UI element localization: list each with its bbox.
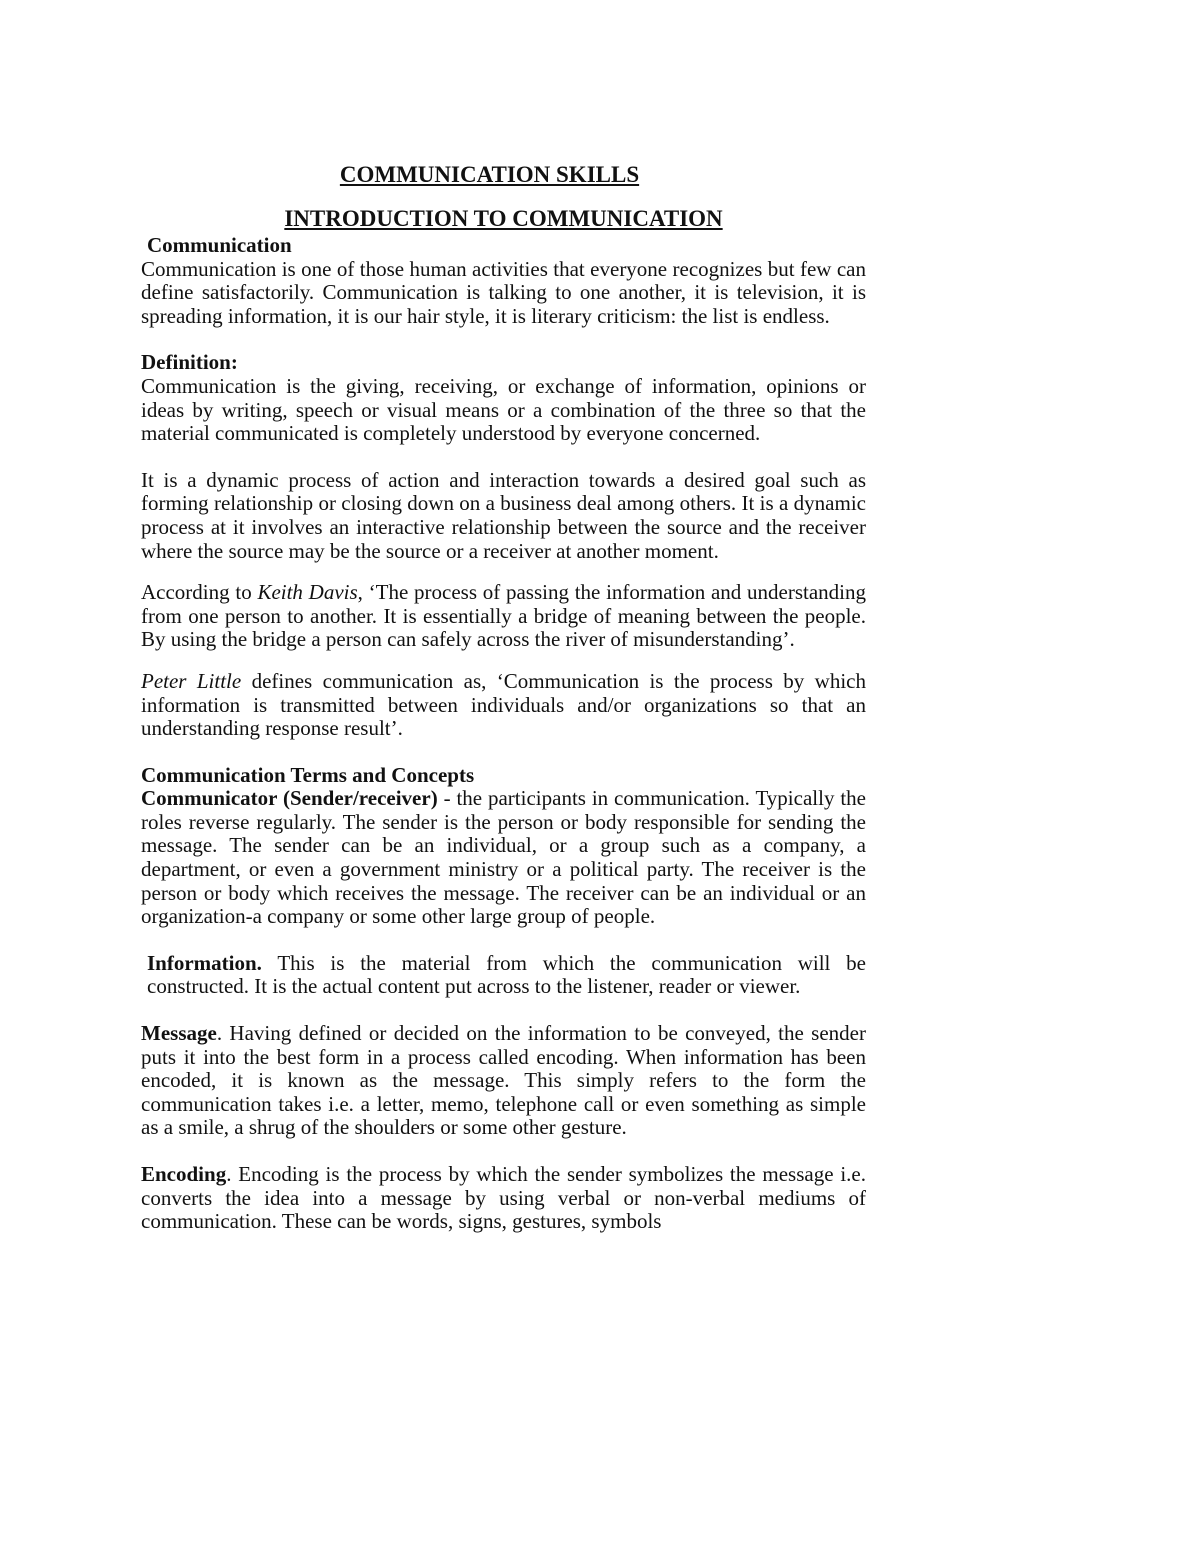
term-message: Message	[141, 1021, 217, 1046]
document-title: COMMUNICATION SKILLS	[339, 162, 640, 187]
little-quote: defines communication as, ‘Communication is the process by which information is transmitted between individuals and/or organizations so that an understanding response result’.	[141, 668, 866, 741]
document-subtitle: INTRODUCTION TO COMMUNICATION	[284, 206, 723, 231]
document-body	[141, 234, 866, 1234]
paragraph-encoding	[141, 1163, 866, 1234]
information-definition: This is the material from which the communication will be constructed. It is the actual content put across to the listener, reader or viewer.	[147, 950, 866, 999]
paragraph-peter-little	[141, 670, 866, 741]
paragraph-keith-davis	[141, 581, 866, 652]
term-communicator: Communicator (Sender/receiver)	[141, 786, 438, 811]
term-information: Information.	[147, 950, 262, 975]
paragraph-communicator	[141, 787, 866, 929]
paragraph-information	[147, 952, 866, 999]
encoding-definition: . Encoding is the process by which the sender symbolizes the message i.e. converts the idea into a message by using verbal or non-verbal mediums of communication. These can be words, signs, gestures, symbols	[141, 1162, 866, 1234]
paragraph-dynamic-process: It is a dynamic process of action and interaction towards a desired goal such as forming relationship or closing down on a business deal among others. It is a dynamic process at it involves an interactive relationship between the source and the receiver where the source may be the source or a receiver at another moment.	[141, 467, 866, 563]
paragraph-communication: Communication is one of those human activities that everyone recognizes but few can define satisfactorily. Communication is talking to one another, it is television, it is spreading information, it is our hair style, it is literary criticism: the list is endless.	[141, 256, 866, 328]
section-heading-terms: Communication Terms and Concepts	[141, 762, 475, 787]
paragraph-definition: Communication is the giving, receiving, or exchange of information, opinions or ideas by writing, speech or visual means or a combination of the three so that the material communicated is completely understood by everyone concerned.	[141, 373, 866, 446]
author-keith-davis: Keith Davis	[257, 580, 358, 605]
page-content	[141, 160, 866, 1234]
davis-quote: , ‘The process of passing the information and understanding from one person to another. It is essentially a bridge of meaning between the people. By using the bridge a person can safely across the river of misunderstanding’.	[141, 580, 866, 652]
section-heading-definition: Definition:	[141, 350, 238, 375]
section-heading-communication: Communication	[147, 233, 292, 257]
communicator-definition: - the participants in communication. Typically the roles reverse regularly. The sender is the person or body responsible for sending the message. The sender can be an individual, or a group such as a company, a department, or even a government ministry or a political party. The receiver is the person or body which receives the message. The receiver can be an individual or an organization-a company or some other large group of people.	[141, 786, 866, 929]
term-encoding: Encoding	[141, 1162, 227, 1186]
paragraph-message	[141, 1022, 866, 1140]
author-peter-little: Peter Little	[141, 668, 242, 693]
davis-intro: According to	[141, 580, 258, 605]
message-definition: . Having defined or decided on the information to be conveyed, the sender puts it into the best form in a process called encoding. When information has been encoded, it is known as the message. This simply refers to the form the communication takes i.e. a letter, memo, telephone call or even something as simple as a smile, a shrug of the shoulders or some other gesture.	[141, 1021, 866, 1140]
